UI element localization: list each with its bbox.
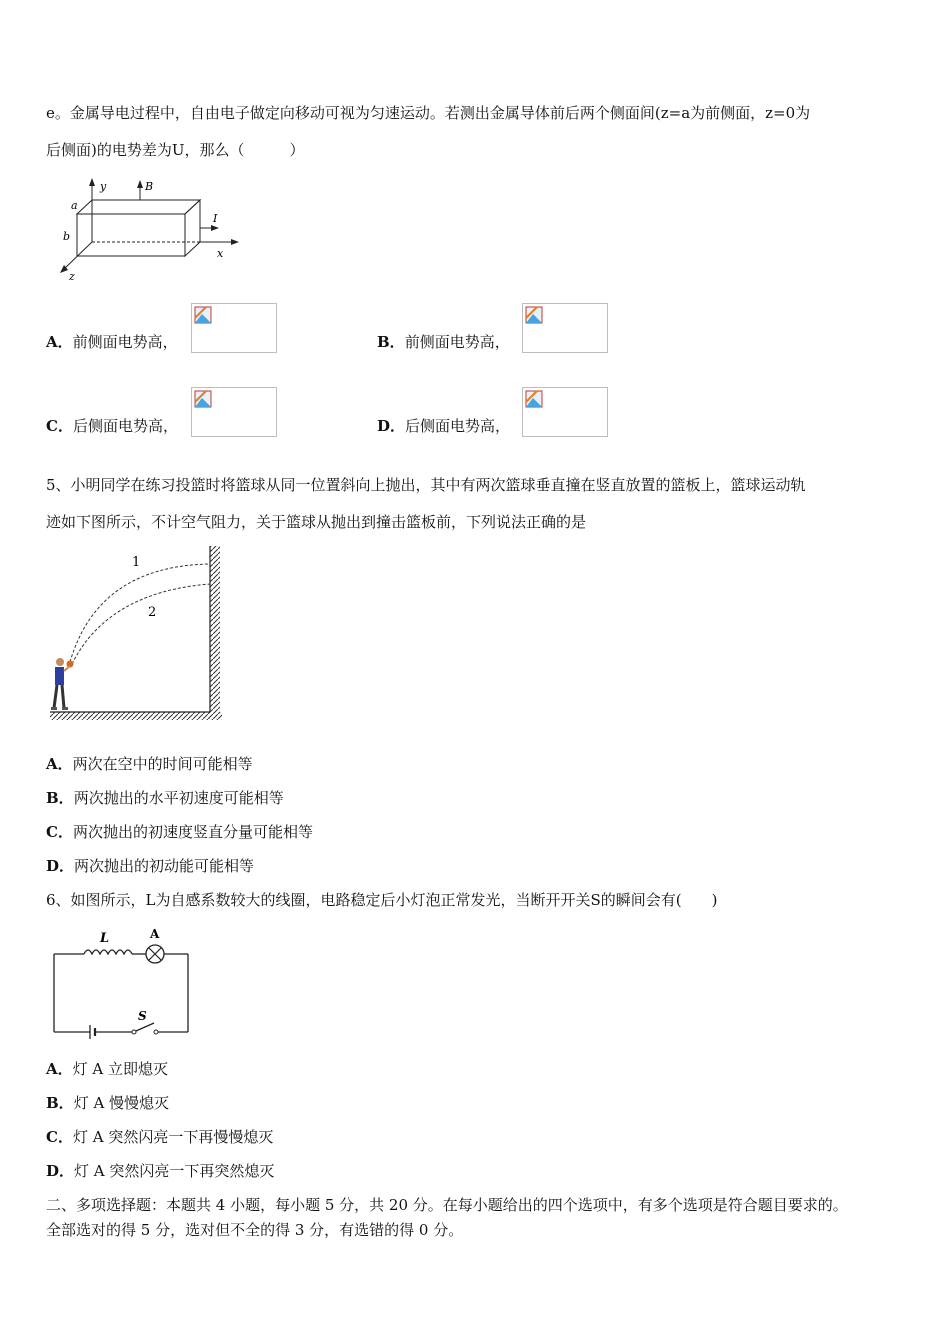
section2-intro-line1: 二、多项选择题：本题共 4 小题，每小题 5 分，共 20 分。在每小题给出的四个选项中，有多个选项是符合题目要求的。 <box>46 1196 848 1214</box>
broken-image-b <box>522 303 608 353</box>
broken-image-a <box>191 303 277 353</box>
q5-stem-line2: 迹如下图所示，不计空气阻力，关于篮球从抛出到撞击篮板前，下列说法正确的是 <box>46 513 587 531</box>
q6-stem: 6、如图所示，L为自感系数较大的线圈，电路稳定后小灯泡正常发光，当断开开关S的瞬间会有( ) <box>46 891 718 909</box>
q4-option-d[interactable]: D．后侧面电势高， <box>377 417 511 435</box>
label-B: B <box>145 180 154 193</box>
q5-basketball-figure <box>48 544 228 726</box>
q4-option-a[interactable]: A．前侧面电势高， <box>46 333 178 351</box>
broken-image-icon <box>194 306 212 324</box>
q4-conductor-figure <box>55 176 255 286</box>
label-path-1: 1 <box>132 555 141 570</box>
q6-option-a[interactable]: A．灯 A 立即熄灭 <box>46 1060 169 1078</box>
section2-intro-line2: 全部选对的得 5 分，选对但不全的得 3 分，有选错的得 0 分。 <box>46 1221 464 1239</box>
q5-option-b[interactable]: B．两次抛出的水平初速度可能相等 <box>46 789 284 807</box>
q4-option-c[interactable]: C．后侧面电势高， <box>46 417 178 435</box>
label-b: b <box>63 230 71 243</box>
label-L: L <box>100 931 110 946</box>
q4-stem-line2: 后侧面)的电势差为U，那么（ ） <box>46 141 305 159</box>
q6-option-b[interactable]: B．灯 A 慢慢熄灭 <box>46 1094 170 1112</box>
q6-option-d[interactable]: D．灯 A 突然闪亮一下再突然熄灭 <box>46 1162 275 1180</box>
q6-circuit-figure <box>50 924 195 1036</box>
broken-image-icon <box>525 390 543 408</box>
player-icon <box>51 658 74 710</box>
label-x: x <box>217 247 224 260</box>
broken-image-c <box>191 387 277 437</box>
q6-option-c[interactable]: C．灯 A 突然闪亮一下再慢慢熄灭 <box>46 1128 274 1146</box>
broken-image-icon <box>525 306 543 324</box>
q5-option-d[interactable]: D．两次抛出的初动能可能相等 <box>46 857 255 875</box>
q5-option-c[interactable]: C．两次抛出的初速度竖直分量可能相等 <box>46 823 313 841</box>
q4-option-b[interactable]: B．前侧面电势高， <box>377 333 510 351</box>
label-a: a <box>71 199 78 212</box>
label-path-2: 2 <box>148 605 157 620</box>
q5-stem-line1: 5、小明同学在练习投篮时将篮球从同一位置斜向上抛出，其中有两次篮球垂直撞在竖直放置的篮板上，篮球运动轨 <box>46 476 806 494</box>
label-y: y <box>100 180 107 193</box>
broken-image-icon <box>194 390 212 408</box>
q5-option-a[interactable]: A．两次在空中的时间可能相等 <box>46 755 253 773</box>
label-z: z <box>69 270 75 283</box>
label-I: I <box>213 212 218 225</box>
q4-stem-line1: e。金属导电过程中，自由电子做定向移动可视为匀速运动。若测出金属导体前后两个侧面间(z=a为前侧面，z=0为 <box>46 104 811 122</box>
broken-image-d <box>522 387 608 437</box>
label-S: S <box>138 1009 147 1023</box>
label-A: A <box>150 927 160 941</box>
